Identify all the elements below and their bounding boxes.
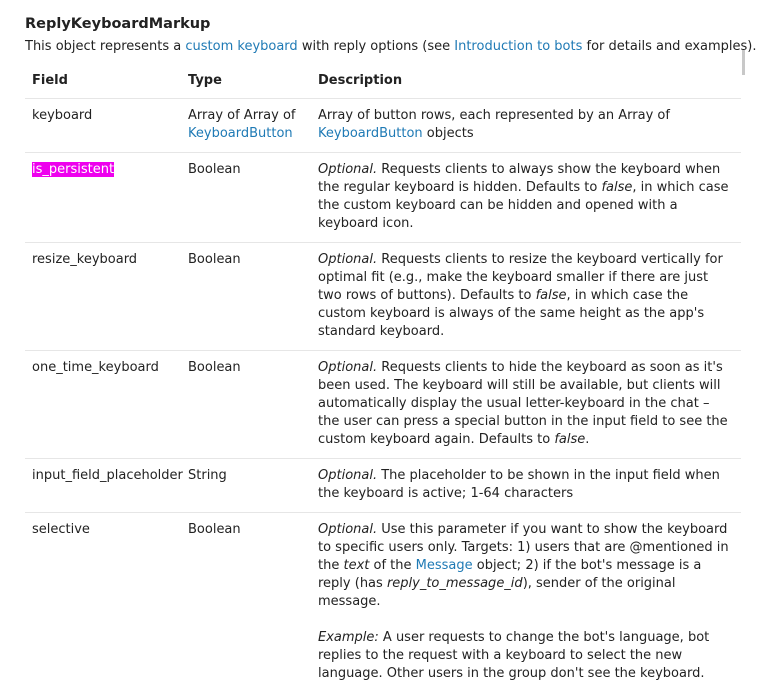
example-label: Example: [318, 630, 379, 645]
section-title: ReplyKeyboardMarkup [25, 13, 210, 35]
table-row [25, 153, 741, 243]
description-cell [311, 99, 741, 153]
message-link[interactable]: Message [416, 558, 473, 573]
desc-text: ), sender of the original message. [318, 576, 675, 609]
desc-text: . [585, 432, 589, 447]
example-text: A user requests to change the bot's language, bot replies to the request with a keyboard to select the new language. Other users in the group don't see the keyboard. [318, 630, 709, 681]
table-header-row [25, 64, 741, 99]
fields-table [25, 64, 741, 692]
field-cell [25, 153, 181, 243]
type-text: Array of Array of [188, 108, 296, 123]
field-cell: selective [25, 513, 181, 692]
desc-text: objects [423, 126, 474, 141]
desc-text: The placeholder to be shown in the input field when the keyboard is active; 1-64 characters [318, 468, 720, 501]
intro-text [25, 38, 741, 56]
description-cell [311, 513, 741, 692]
intro-text-1: This object represents a [25, 39, 185, 54]
table-row [25, 513, 741, 692]
optional-label: Optional. [318, 468, 377, 483]
description-cell [311, 153, 741, 243]
intro-to-bots-link[interactable]: Introduction to bots [454, 39, 582, 54]
field-cell: resize_keyboard [25, 243, 181, 351]
description-cell [311, 351, 741, 459]
type-cell: Boolean [181, 351, 311, 459]
type-cell: Boolean [181, 513, 311, 692]
intro-text-3: for details and examples). [582, 39, 756, 54]
table-row [25, 459, 741, 513]
desc-text: Use this parameter if you want to show the keyboard to specific users only. Targets: 1) users that are @mentioned in the [318, 522, 729, 573]
table-row [25, 351, 741, 459]
desc-emphasis: text [343, 558, 369, 573]
custom-keyboard-link[interactable]: custom keyboard [185, 39, 297, 54]
desc-text: Array of button rows, each represented by an Array of [318, 108, 670, 123]
desc-text: of the [369, 558, 415, 573]
keyboardbutton-type-link[interactable]: KeyboardButton [188, 126, 293, 141]
desc-text: , in which case the custom keyboard can be hidden and opened with a keyboard icon. [318, 180, 729, 231]
example-paragraph [318, 629, 734, 683]
field-cell: keyboard [25, 99, 181, 153]
desc-text: Requests clients to resize the keyboard vertically for optimal fit (e.g., make the keyboard smaller if there are just two rows of buttons). Defaults to [318, 252, 723, 303]
header-type: Type [181, 64, 311, 99]
desc-emphasis: false [554, 432, 585, 447]
type-cell: String [181, 459, 311, 513]
optional-label: Optional. [318, 360, 377, 375]
header-field: Field [25, 64, 181, 99]
optional-label: Optional. [318, 162, 377, 177]
desc-paragraph [318, 521, 734, 611]
optional-label: Optional. [318, 252, 377, 267]
desc-text: object; 2) if the bot's message is a reply (has [318, 558, 701, 591]
description-cell [311, 459, 741, 513]
desc-text: Requests clients to hide the keyboard as soon as it's been used. The keyboard will still be available, but clients will automatically display the usual letter-keyboard in the chat – the user can press a special button in the input field to see the custom keyboard again. Defaults to [318, 360, 728, 447]
desc-emphasis: false [601, 180, 632, 195]
desc-emphasis: false [536, 288, 567, 303]
desc-text: , in which case the custom keyboard is always of the same height as the app's standard keyboard. [318, 288, 704, 339]
highlighted-field: is_persistent [32, 162, 114, 177]
type-cell: Boolean [181, 153, 311, 243]
optional-label: Optional. [318, 522, 377, 537]
table-row [25, 99, 741, 153]
intro-text-2: with reply options (see [298, 39, 455, 54]
desc-emphasis: reply_to_message_id [387, 576, 523, 591]
keyboardbutton-desc-link[interactable]: KeyboardButton [318, 126, 423, 141]
header-description: Description [311, 64, 741, 99]
type-cell [181, 99, 311, 153]
field-cell: one_time_keyboard [25, 351, 181, 459]
description-cell [311, 243, 741, 351]
type-cell: Boolean [181, 243, 311, 351]
desc-text: Requests clients to always show the keyboard when the regular keyboard is hidden. Defaults to [318, 162, 720, 195]
field-cell: input_field_placeholder [25, 459, 181, 513]
table-row [25, 243, 741, 351]
